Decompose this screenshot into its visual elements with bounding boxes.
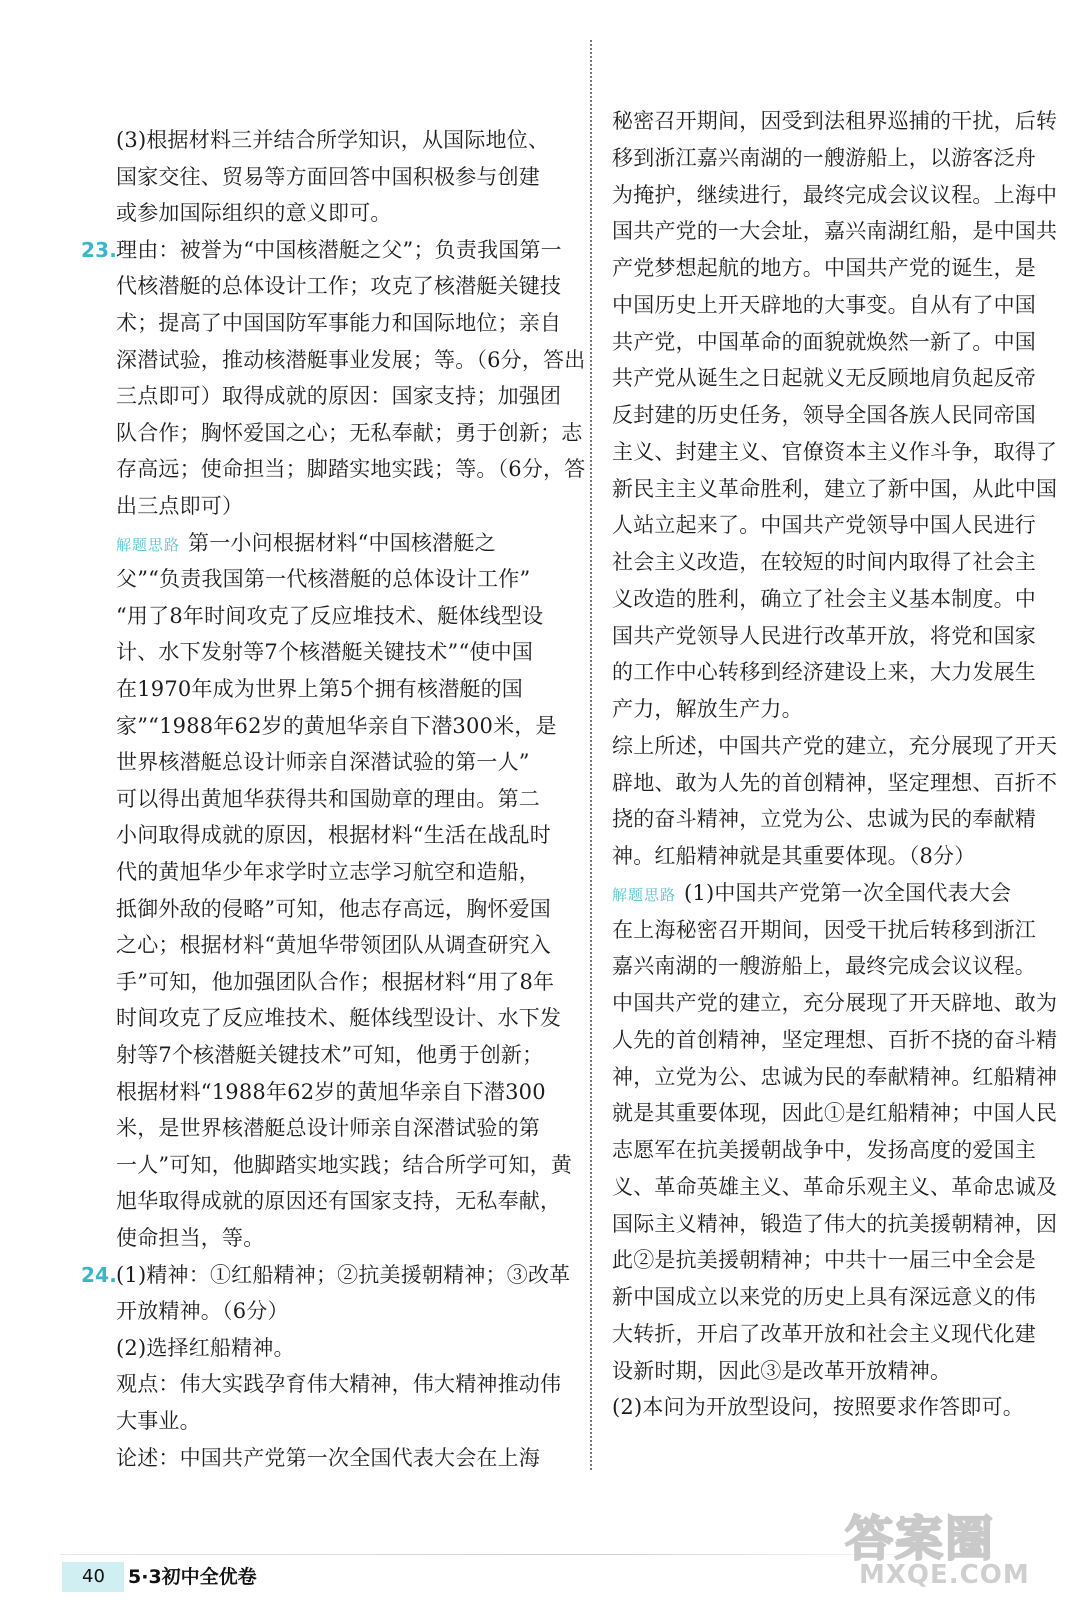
solution-tag: 解题思路 [116, 535, 181, 554]
line-text: 之心；根据材料“黄旭华带领团队从调查研究入 [116, 933, 551, 958]
text-line [116, 561, 530, 597]
text-line [116, 854, 540, 890]
line-text: 国共产党领导人民进行改革开放，将党和国家 [612, 623, 1036, 648]
line-text: 义、革命英雄主义、革命乐观主义、革命忠诚及 [612, 1174, 1058, 1199]
line-text: 时间攻克了反应堆技术、艇体线型设计、水下发 [116, 1006, 562, 1031]
text-line [116, 634, 533, 670]
text-line [612, 1353, 951, 1389]
line-text: 综上所述，中国共产党的建立，充分展现了开天 [612, 733, 1058, 758]
text-line [116, 1037, 543, 1073]
text-line [612, 287, 1036, 323]
line-text: 国共产党的一大会址，嘉兴南湖红船，是中国共 [612, 219, 1058, 244]
line-text: 主义、封建主义、官僚资本主义作斗争，取得了 [612, 439, 1058, 464]
line-text: 的工作中心转移到经济建设上来，大力发展生 [612, 660, 1036, 685]
text-line [116, 1183, 561, 1219]
text-line [116, 1147, 572, 1183]
text-line [81, 232, 562, 268]
text-line [116, 451, 585, 487]
text-line [612, 838, 975, 874]
line-text: 共产党，中国革命的面貌就焕然一新了。中国 [612, 329, 1036, 354]
text-line [612, 1316, 1036, 1352]
question-number: 23. [81, 237, 118, 262]
line-text: 社会主义改造，在较短的时间内取得了社会主 [612, 550, 1036, 574]
line-text: 新民主主义革命胜利，建立了新中国，从此中国 [612, 476, 1058, 501]
text-line [81, 1257, 571, 1293]
text-line [116, 964, 554, 1000]
text-line [116, 1220, 264, 1256]
line-text: 国际主义精神，锻造了伟大的抗美援朝精神，因 [612, 1211, 1058, 1236]
text-line [116, 1330, 295, 1366]
line-text: 论述：中国共产党第一次全国代表大会在上海 [116, 1445, 540, 1470]
line-text: 挠的奋斗精神，立党为公、忠诚为民的奉献精 [612, 807, 1036, 832]
text-line [116, 1293, 289, 1329]
line-text: 根据材料“1988年62岁的黄旭华亲自下潜300 [116, 1079, 546, 1104]
line-text: 家”“1988年62岁的黄旭华亲自下潜300米，是 [116, 713, 557, 738]
line-text: 大事业。 [116, 1409, 201, 1433]
text-line [116, 159, 540, 195]
text-line [612, 507, 1036, 543]
text-line [612, 1095, 1057, 1131]
line-text: (2)选择红船精神。 [116, 1335, 295, 1360]
text-line [116, 378, 561, 414]
text-line [612, 1059, 1057, 1095]
line-text: 嘉兴南湖的一艘游船上，最终完成会议议程。 [612, 954, 1036, 979]
page-number: 40 [82, 1566, 105, 1587]
text-line [612, 912, 1036, 948]
line-text: 反封建的历史任务，领导全国各族人民同帝国 [612, 403, 1036, 427]
line-text: 中国历史上开天辟地的大事变。自从有了中国 [612, 292, 1036, 317]
line-text: 为掩护，继续进行，最终完成会议议程。上海中 [612, 182, 1058, 207]
text-line [116, 708, 557, 744]
text-line [116, 744, 530, 780]
line-text: (1)中国共产党第一次全国代表大会 [684, 880, 1012, 905]
line-text: 可以得出黄旭华获得共和国勋章的理由。第二 [116, 786, 540, 811]
line-text: 设新时期，因此③是改革开放精神。 [612, 1358, 952, 1383]
text-line [612, 1206, 1057, 1242]
line-text: 旭华取得成就的原因还有国家支持，无私奉献， [116, 1189, 562, 1214]
line-text: 就是其重要体现，因此①是红船精神；中国人民 [612, 1101, 1058, 1126]
text-line [116, 817, 551, 853]
text-line [612, 471, 1057, 507]
line-text: (3)根据材料三并结合所学知识，从国际地位、 [116, 128, 550, 152]
text-line [116, 268, 561, 304]
text-line [612, 581, 1036, 617]
line-text: 术；提高了中国国防军事能力和国际地位；亲自 [116, 311, 562, 335]
line-text: 一人”可知，他脚踏实地实践；结合所学可知，黄 [116, 1152, 573, 1177]
text-line [116, 195, 392, 231]
line-text: 深潜试验，推动核潜艇事业发展；等。（6分，答出 [116, 347, 586, 372]
text-line [116, 1000, 561, 1036]
text-line [116, 525, 496, 561]
line-text: 中国共产党的建立，充分展现了开天辟地、敢为 [612, 991, 1058, 1015]
text-line [116, 1074, 546, 1110]
line-text: “用了8年时间攻克了反应堆技术、艇体线型设 [116, 603, 544, 628]
line-text: 义改造的胜利，确立了社会主义基本制度。中 [612, 586, 1036, 611]
line-text: 大转折，开启了改革开放和社会主义现代化建 [612, 1321, 1036, 1346]
line-text: 此②是抗美援朝精神；中共十一届三中全会是 [612, 1248, 1036, 1273]
text-line [612, 1242, 1036, 1278]
line-text: 产力，解放生产力。 [612, 697, 803, 721]
text-line [612, 948, 1036, 984]
text-line [612, 985, 1057, 1021]
text-line [116, 1440, 540, 1476]
text-line [116, 927, 551, 963]
text-line [612, 691, 803, 727]
text-line [612, 177, 1057, 213]
text-line [612, 360, 1036, 396]
text-line [612, 765, 1057, 801]
line-text: 观点：伟大实践孕育伟大精神，伟大精神推动伟 [116, 1372, 562, 1397]
line-text: 志愿军在抗美援朝战争中，发扬高度的爱国主 [612, 1138, 1036, 1162]
text-line [612, 213, 1057, 249]
text-line [612, 544, 1036, 580]
text-line [612, 1022, 1057, 1058]
text-line [612, 1279, 1036, 1315]
line-text: 神，立党为公、忠诚为民的奉献精神。红船精神 [612, 1064, 1058, 1089]
line-text: (2)本问为开放型设问，按照要求作答即可。 [612, 1395, 1024, 1420]
text-line [116, 415, 582, 451]
line-text: 在上海秘密召开期间，因受干扰后转移到浙江 [612, 917, 1036, 942]
line-text: 共产党从诞生之日起就义无反顾地肩负起反帝 [612, 366, 1036, 391]
text-line [612, 434, 1057, 470]
text-line [116, 122, 549, 158]
line-text: 米，是世界核潜艇总设计师亲自深潜试验的第 [116, 1116, 540, 1141]
line-text: 辟地、敢为人先的首创精神，坚定理想、百折不 [612, 770, 1058, 795]
line-text: 产党梦想起航的地方。中国共产党的诞生，是 [612, 256, 1036, 280]
text-line [612, 654, 1036, 690]
text-line [612, 728, 1057, 764]
text-line [612, 801, 1036, 837]
text-line [116, 598, 543, 634]
footer-rule [60, 1554, 960, 1555]
text-line [116, 1110, 540, 1146]
line-text: 秘密召开期间，因受到法租界巡捕的干扰，后转 [612, 109, 1058, 133]
question-number: 24. [81, 1262, 118, 1287]
line-text: 第一小问根据材料“中国核潜艇之 [188, 530, 496, 555]
text-line [612, 1389, 1024, 1425]
line-text: 在1970年成为世界上第5个拥有核潜艇的国 [116, 677, 524, 701]
text-line [116, 891, 551, 927]
line-text: 人站立起来了。中国共产党领导中国人民进行 [612, 513, 1036, 538]
text-line [612, 103, 1057, 139]
text-line [116, 1366, 561, 1402]
text-line [116, 671, 523, 707]
line-text: 父”“负责我国第一代核潜艇的总体设计工作” [116, 567, 531, 592]
book-title: 5·3初中全优卷 [128, 1566, 257, 1588]
text-line [612, 875, 1011, 911]
text-line [116, 488, 243, 524]
line-text: 出三点即可） [116, 494, 244, 518]
text-line [612, 324, 1036, 360]
line-text: 队合作；胸怀爱国之心；无私奉献；勇于创新；志 [116, 420, 583, 445]
line-text: 理由：被誉为“中国核潜艇之父”；负责我国第一 [116, 237, 562, 262]
line-text: 新中国成立以来党的历史上具有深远意义的伟 [612, 1285, 1036, 1309]
text-line [612, 250, 1036, 286]
text-line [612, 140, 1036, 176]
line-text: 三点即可）取得成就的原因：国家支持；加强团 [116, 384, 562, 409]
line-text: 国家交往、贸易等方面回答中国积极参与创建 [116, 164, 540, 189]
line-text: 世界核潜艇总设计师亲自深潜试验的第一人” [116, 750, 530, 775]
line-text: 小问取得成就的原因，根据材料“生活在战乱时 [116, 823, 551, 848]
watermark-text: 答案圈 [845, 1511, 996, 1567]
text-line [116, 1403, 201, 1439]
line-text: 抵御外敌的侵略”可知，他志存高远，胸怀爱国 [116, 896, 551, 921]
text-line [612, 397, 1036, 433]
line-text: 神。红船精神就是其重要体现。（8分） [612, 844, 976, 868]
text-line [116, 781, 540, 817]
line-text: 手”可知，他加强团队合作；根据材料“用了8年 [116, 969, 555, 994]
line-text: 计、水下发射等7个核潜艇关键技术”“使中国 [116, 640, 534, 665]
watermark-logo [845, 1500, 1070, 1596]
line-text: 人先的首创精神，坚定理想、百折不挠的奋斗精 [612, 1027, 1058, 1052]
line-text: 代的黄旭华少年求学时立志学习航空和造船， [116, 860, 540, 884]
watermark-url: MXQE.COM [859, 1560, 1030, 1590]
text-line [612, 1132, 1036, 1168]
line-text: 射等7个核潜艇关键技术”可知，他勇于创新； [116, 1043, 544, 1067]
line-text: 使命担当，等。 [116, 1226, 265, 1250]
line-text: 或参加国际组织的意义即可。 [116, 201, 392, 226]
line-text: 代核潜艇的总体设计工作；攻克了核潜艇关键技 [116, 274, 562, 299]
solution-tag: 解题思路 [612, 885, 677, 904]
line-text: (1)精神：①红船精神；②抗美援朝精神；③改革 [116, 1262, 571, 1287]
line-text: 开放精神。（6分） [116, 1299, 289, 1324]
text-line [116, 305, 561, 341]
column-divider [590, 40, 592, 1470]
line-text: 存高远；使命担当；脚踏实地实践；等。（6分，答 [116, 457, 586, 482]
text-line [116, 342, 585, 378]
text-line [612, 618, 1036, 654]
line-text: 移到浙江嘉兴南湖的一艘游船上，以游客泛舟 [612, 145, 1036, 170]
text-line [612, 1169, 1057, 1205]
